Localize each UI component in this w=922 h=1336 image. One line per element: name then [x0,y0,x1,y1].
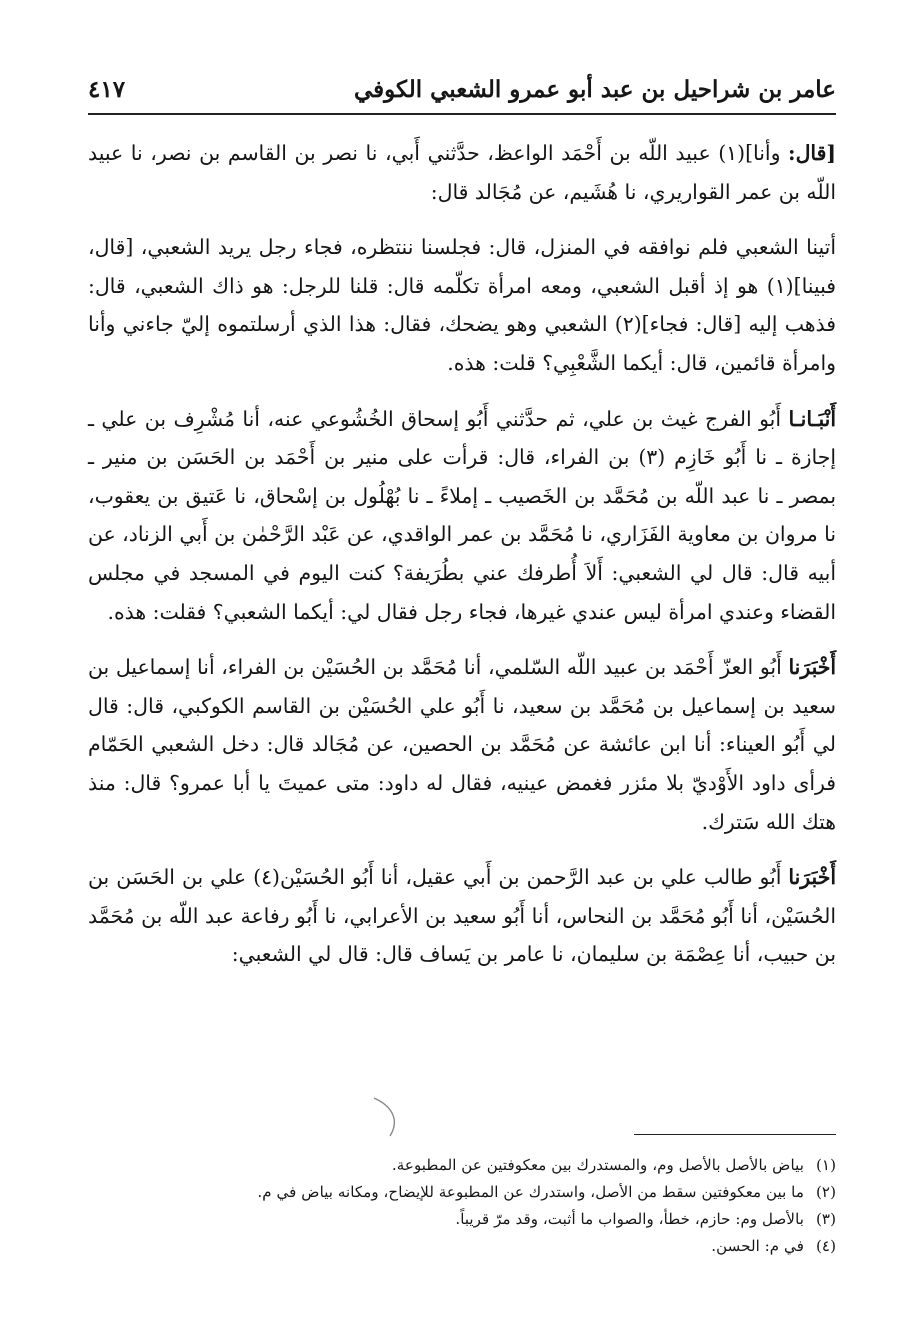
paragraph-text: أَبُو طالب علي بن عبد الرَّحمن بن أَبي عقيل، أنا أَبُو الحُسَيْن(٤) علي بن الحَسَن بن الحُسَيْن، أنا أَبُو مُحَمَّد بن النحاس، أنا أَبُو سعيد بن الأعرابي، نا أَبُو رفاعة عبد اللّه بن مُحَمَّد بن حبيب، أنا عِصْمَة بن سليمان، نا عامر بن يَساف قال: قال لي الشعبي: [88,865,836,967]
paragraph-lead: أَخْبَرَنا [788,865,836,890]
paragraph [88,648,836,841]
paragraph [88,228,836,382]
footnote-text: في م: الحسن. [711,1237,804,1255]
paragraph-lead: أَخْبَرَنا [788,655,836,680]
pencil-mark [370,1094,404,1140]
footnote-text: بالأصل وم: حازم، خطأ، والصواب ما أثبت، وقد مرّ قريباً. [455,1210,804,1228]
paragraph [88,858,836,974]
footnote [88,1179,836,1206]
footnote [88,1152,836,1179]
paragraph-lead: [قال: [788,141,836,165]
footnote [88,1206,836,1233]
footnote-number: (١) [815,1156,836,1174]
paragraph-text: وأنا](١) عبيد اللّه بن أَحْمَد الواعظ، حدَّثني أَبي، نا نصر بن القاسم بن نصر، نا عبيد اللّه بن عمر القواريري، نا هُشَيم، عن مُجَالد قال: [88,141,836,204]
footnote-number: (٣) [815,1210,836,1228]
paragraph-text: أَبُو العزّ أَحْمَد بن عبيد اللّه السّلمي، أنا مُحَمَّد بن الحُسَيْن بن الفراء، أنا إسماعيل بن سعيد بن إسماعيل بن مُحَمَّد بن سعيد، نا أَبُو علي الحُسَيْن بن القاسم الكوكبي، قال: قال لي أَبُو العيناء: أنا ابن عائشة عن مُحَمَّد بن الحصين، عن مُجَالد قال: دخل الشعبي الحَمّام فرأى داود الأَوْديّ بلا مئزر فغمض عينيه، فقال له داود: متى عميتَ يا أبا عمرو؟ قال: منذ هتك الله سَترك. [88,655,836,834]
page-number: ٤١٧ [88,76,126,103]
paragraph-text: أَبُو الفرج غيث بن علي، ثم حدَّثني أَبُو إسحاق الخُشُوعي عنه، أنا مُشْرِف بن علي ـ إجازة ـ نا أَبُو خَازِم (٣) بن الفراء، قال: قرأت على منير بن أَحْمَد بن الحَسَن بن منير ـ بمصر ـ نا عبد اللّه بن مُحَمَّد بن الخَصيب ـ إملاءً ـ نا بُهْلُول بن إسْحاق، نا عَتيق بن يعقوب، نا مروان بن معاوية الفَزَاري، نا مُحَمَّد بن عمر الواقدي، عن عَبْد الرَّحْمٰن بن أَبي الزناد، عن أبيه قال: قال لي الشعبي: أَلاَ أُطرفك عني بطُرَيفة؟ كنت اليوم في المسجد في مجلس القضاء وعندي امرأة ليس عندي غيرها، فجاء رجل فقال لي: أيكما الشعبي؟ فقلت: هذه. [88,406,836,624]
footnote-rule [634,1134,836,1135]
footnote-number: (٢) [815,1183,836,1201]
footnotes [88,1152,836,1260]
paragraph [88,400,836,632]
main-text [88,134,836,974]
page-header [88,72,836,112]
header-rule [88,113,836,115]
footnote [88,1233,836,1260]
paragraph-text: أتينا الشعبي فلم نوافقه في المنزل، قال: فجلسنا ننتظره، فجاء رجل يريد الشعبي، [قال، فبينا](١) هو إذ أقبل الشعبي، ومعه امرأة تكلّمه قال: قلنا للرجل: هو ذاك الشعبي، قال: فذهب إليه [قال: فجاء](٢) الشعبي وهو يضحك، فقال: هذا الذي أرسلتموه إليّ جاءني وأنا وامرأة قائمين، قال: أيكما الشَّعْبِي؟ قلت: هذه. [88,235,836,375]
paragraph-lead: أَنْبَـانـا [788,406,836,431]
paragraph [88,134,836,211]
running-title: عامر بن شراحيل بن عبد أبو عمرو الشعبي الكوفي [353,76,836,103]
footnote-text: ما بين معكوفتين سقط من الأصل، واستدرك عن المطبوعة للإيضاح، ومكانه بياض في م. [257,1183,804,1201]
footnote-number: (٤) [815,1237,836,1255]
footnote-text: بياض بالأصل بالأصل وم، والمستدرك بين معكوفتين عن المطبوعة. [391,1156,804,1174]
